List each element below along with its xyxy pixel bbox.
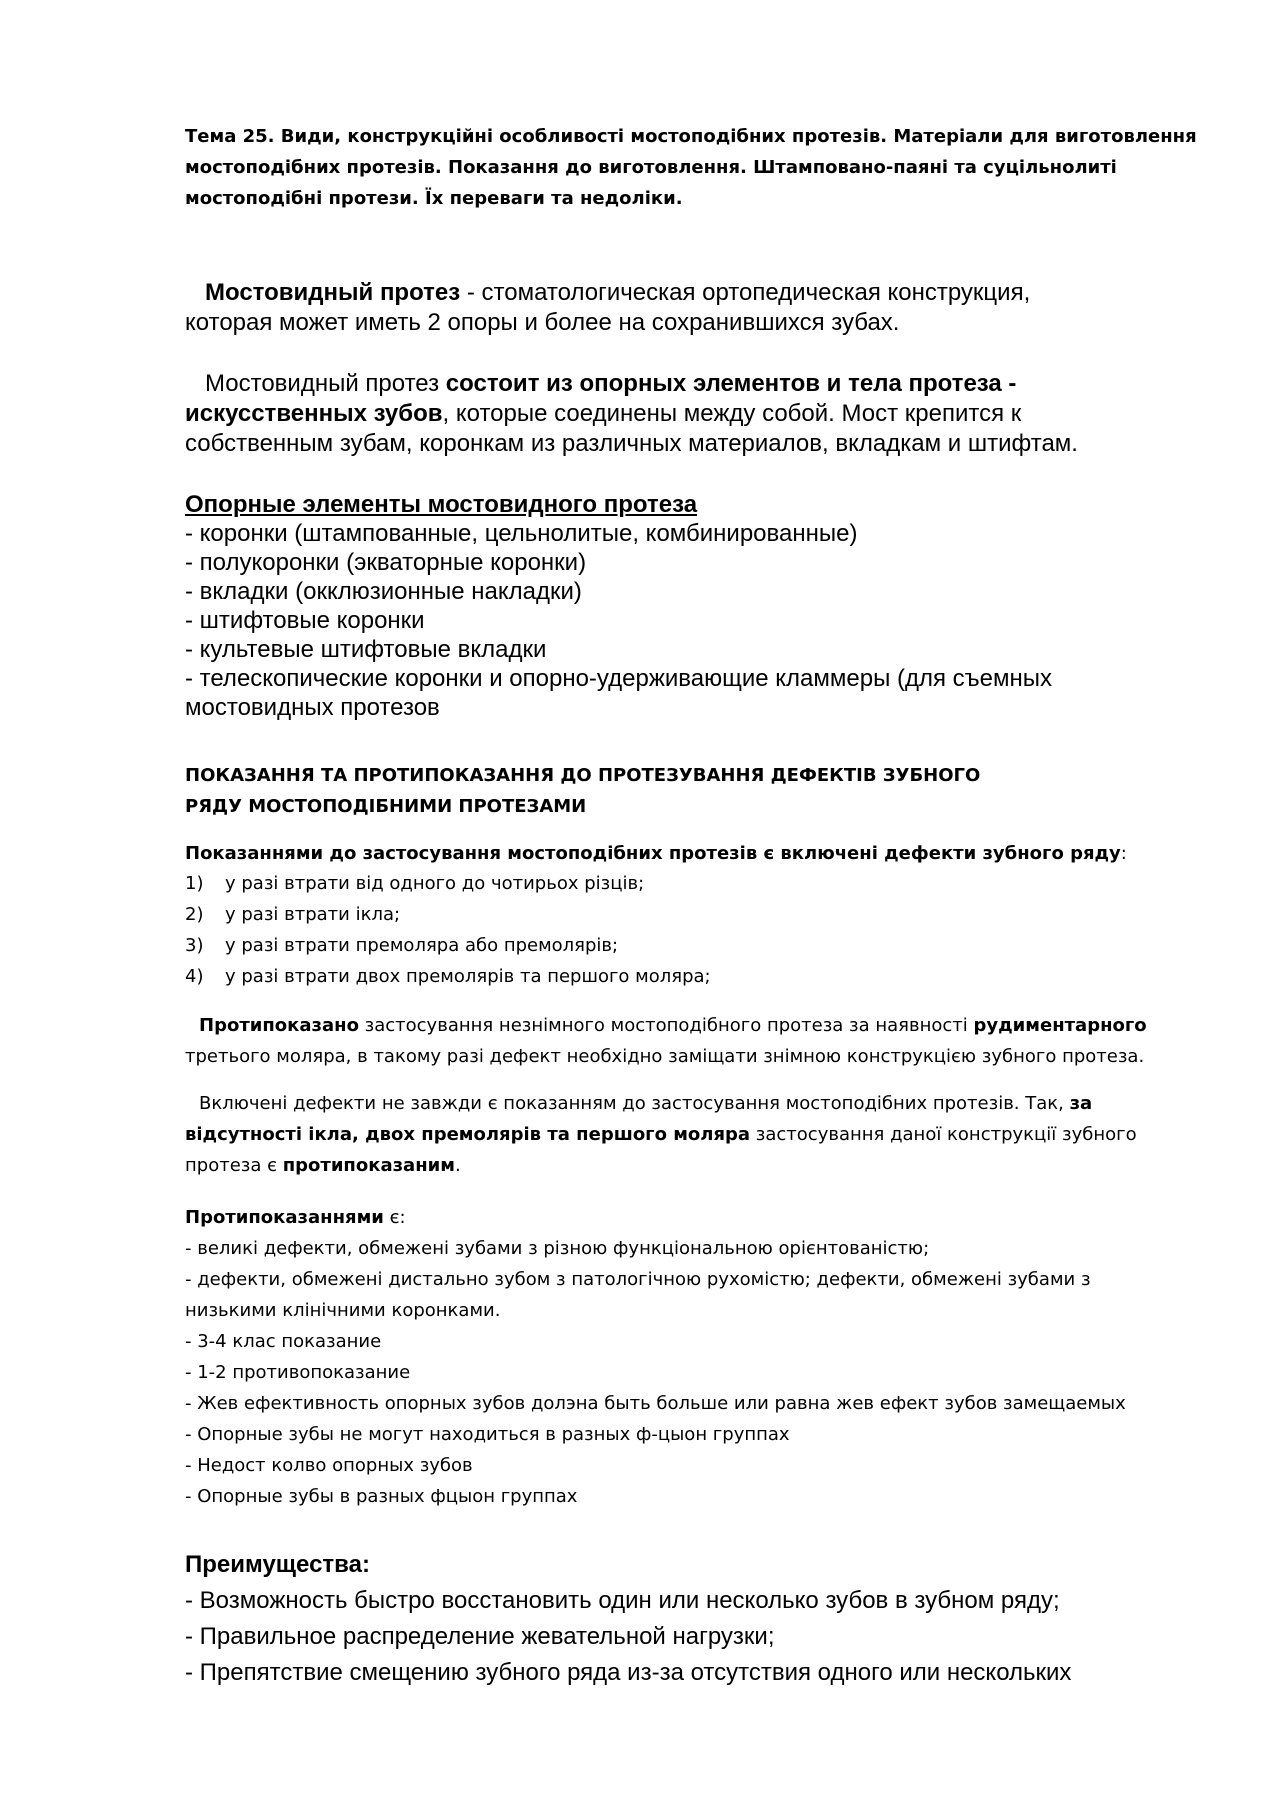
included-defects-text: протеза є: [185, 1155, 283, 1176]
list-item: низькими клінічними коронками.: [185, 1300, 501, 1321]
list-item: - дефекти, обмежені дистально зубом з патологічною рухомістю; дефекти, обмежені зубами з: [185, 1269, 1091, 1290]
included-defects-bold: за: [1069, 1093, 1093, 1114]
list-item: - 1-2 противопоказание: [185, 1362, 411, 1383]
contraindicated-bold: Протипоказано: [199, 1015, 359, 1036]
contraindications-section: [185, 1202, 1195, 1512]
definition-text: которая может иметь 2 опоры и более на сохранившихся зубах.: [185, 309, 900, 336]
indications-intro-bold: Показаннями до застосування мостоподібних протезів є включені дефекти зубного ряду: [185, 843, 1121, 864]
composition-paragraph: [185, 369, 1195, 459]
indications-heading: [185, 760, 1195, 822]
topic-line: мостоподібні протези. Їх переваги та недоліки.: [185, 188, 683, 209]
composition-text: собственным зубам, коронкам из различных материалов, вкладкам и штифтам.: [185, 430, 1078, 457]
indications-intro-tail: :: [1120, 843, 1127, 864]
list-item: - телескопические коронки и опорно-удерживающие кламмеры (для съемных: [185, 665, 1053, 692]
list-item: - полукоронки (экваторные коронки): [185, 549, 587, 576]
list-item: - Опорные зубы не могут находиться в разных ф-цыон группах: [185, 1424, 790, 1445]
composition-text: , которые соединены между собой. Мост крепится к: [442, 400, 1022, 427]
definition-paragraph: [185, 278, 1195, 338]
list-text: у разі втрати премоляра або премолярів;: [225, 935, 619, 956]
topic-line: Тема 25. Види, конструкційні особливості мостоподібних протезів. Матеріали для виготовлення: [185, 126, 1197, 147]
contraindicated-text: застосування незнімного мостоподібного протеза за наявності: [358, 1015, 974, 1036]
contraindicated-text: третього моляра, в такому разі дефект необхідно заміщати знімною конструкцією зубного протеза.: [185, 1046, 1145, 1067]
list-item: - вкладки (окклюзионные накладки): [185, 578, 582, 605]
list-item: - Препятствие смещению зубного ряда из-за отсутствия одного или нескольких: [185, 1659, 1072, 1686]
contraindicated-bold: рудиментарного: [973, 1015, 1147, 1036]
list-item: [185, 868, 1195, 899]
list-item: - 3-4 клас показание: [185, 1331, 382, 1352]
list-item: [185, 930, 1195, 961]
list-number: 3): [185, 935, 204, 956]
list-text: у разі втрати від одного до чотирьох різців;: [225, 873, 645, 894]
included-defects-bold: відсутності ікла, двох премолярів та першого моляра: [185, 1124, 751, 1145]
advantages-heading: Преимущества:: [185, 1551, 370, 1578]
composition-text: Мостовидный протез: [205, 370, 446, 397]
support-elements-section: [185, 490, 1195, 722]
included-defects-text: застосування даної конструкції зубного: [750, 1124, 1137, 1145]
list-item: - великі дефекти, обмежені зубами з різною функціональною орієнтованістю;: [185, 1238, 930, 1259]
list-item: - Опорные зубы в разных фцыон группах: [185, 1486, 578, 1507]
list-item: - культевые штифтовые вкладки: [185, 636, 547, 663]
advantages-section: [185, 1547, 1195, 1691]
definition-term: Мостовидный протез: [205, 279, 461, 306]
list-text: у разі втрати двох премолярів та першого моляра;: [225, 966, 711, 987]
contraindications-heading-tail: є:: [383, 1207, 406, 1228]
contraindicated-paragraph: [185, 1010, 1195, 1072]
list-number: 4): [185, 966, 204, 987]
contraindications-heading: Протипоказаннями: [185, 1207, 384, 1228]
indications-intro: [185, 838, 1195, 869]
list-text: у разі втрати ікла;: [225, 904, 401, 925]
indications-heading-line: ПОКАЗАННЯ ТА ПРОТИПОКАЗАННЯ ДО ПРОТЕЗУВАННЯ ДЕФЕКТІВ ЗУБНОГО: [185, 765, 981, 786]
included-defects-bold: протипоказаним: [282, 1155, 455, 1176]
list-number: 1): [185, 873, 204, 894]
composition-bold: состоит из опорных элементов и тела протеза -: [445, 370, 1017, 397]
list-item: [185, 899, 1195, 930]
composition-bold: искусственных зубов: [185, 400, 443, 427]
list-item: [185, 961, 1195, 992]
list-item: - Жев ефективность опорных зубов долэна быть больше или равна жев ефект зубов замещаемых: [185, 1393, 1126, 1414]
topic-heading: [185, 121, 1195, 214]
list-item: - коронки (штампованные, цельнолитые, комбинированные): [185, 520, 858, 547]
topic-line: мостоподібних протезів. Показання до виготовлення. Штамповано-паяні та суцільнолиті: [185, 157, 1117, 178]
list-item: - Недост колво опорных зубов: [185, 1455, 473, 1476]
list-number: 2): [185, 904, 204, 925]
list-item: - Правильное распределение жевательной нагрузки;: [185, 1623, 775, 1650]
list-item: мостовидных протезов: [185, 694, 440, 721]
included-defects-text: Включені дефекти не завжди є показанням до застосування мостоподібних протезів. Так,: [199, 1093, 1070, 1114]
list-item: - штифтовые коронки: [185, 607, 425, 634]
list-item: - Возможность быстро восстановить один или несколько зубов в зубном ряду;: [185, 1587, 1060, 1614]
indications-list: [185, 868, 1195, 992]
support-elements-heading: Опорные элементы мостовидного протеза: [185, 491, 698, 518]
definition-text: - стоматологическая ортопедическая конструкция,: [460, 279, 1031, 306]
indications-heading-line: РЯДУ МОСТОПОДІБНИМИ ПРОТЕЗАМИ: [185, 796, 587, 817]
included-defects-text: .: [454, 1155, 461, 1176]
included-defects-paragraph: [185, 1088, 1195, 1181]
